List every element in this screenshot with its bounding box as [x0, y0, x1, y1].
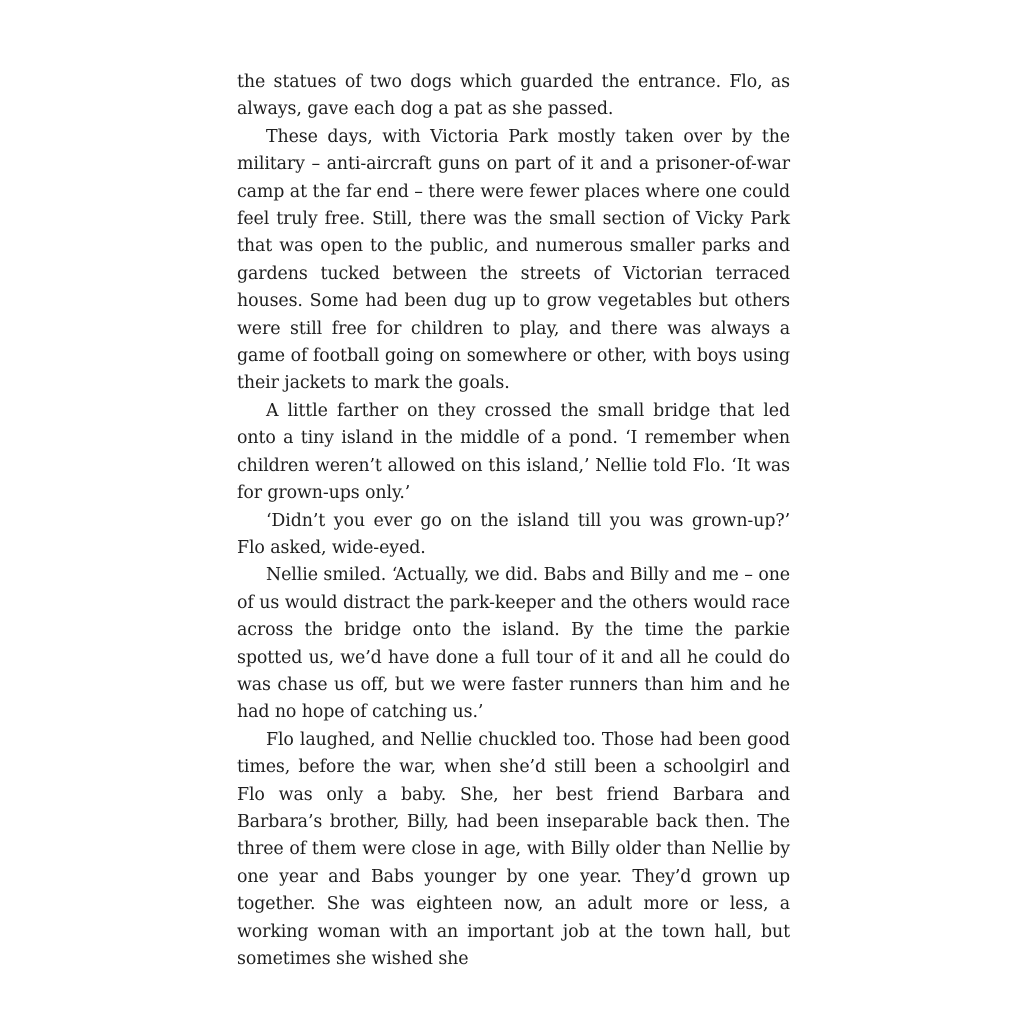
- paragraph-victoria-park: These days, with Victoria Park mostly taken over by the military – anti-aircraft guns on part of it and a prisoner-of-war camp at the far end – there were fewer places where one could feel truly free. Still, there was the small section of Vicky Park that was open to the public, and numerous smaller parks and gardens tucked between the streets of Victorian terraced houses. Some had been dug up to grow vegetables but others were still free for children to play, and there was always a game of football going on somewhere or other, with boys using their jackets to mark the goals.: [237, 126, 790, 394]
- paragraph-good-times: Flo laughed, and Nellie chuckled too. Those had been good times, before the war, when she’d still been a schoolgirl and Flo was only a baby. She, her best friend Barbara and Barbara’s brother, Billy, had been inseparable back then. The three of them were close in age, with Billy older than Nellie by one year and Babs younger by one year. They’d grown up together. She was eighteen now, an adult more or less, a working woman with an important job at the town hall, but sometimes she wished she: [237, 729, 790, 969]
- book-page: [237, 69, 790, 973]
- paragraph-bridge-island: A little farther on they crossed the small bridge that led onto a tiny island in the middle of a pond. ‘I remember when children weren’t allowed on this island,’ Nellie told Flo. ‘It was for grown-ups only.’: [237, 400, 790, 504]
- paragraph-nellie-memory: Nellie smiled. ‘Actually, we did. Babs and Billy and me – one of us would distract the park-keeper and the others would race across the bridge onto the island. By the time the parkie spotted us, we’d have done a full tour of it and all he could do was chase us off, but we were faster runners than him and he had no hope of catching us.’: [237, 565, 790, 723]
- paragraph-flo-question: ‘Didn’t you ever go on the island till you was grown-up?’ Flo asked, wide-eyed.: [237, 510, 790, 558]
- paragraph-continuation: the statues of two dogs which guarded the entrance. Flo, as always, gave each dog a pat as she passed.: [237, 72, 790, 120]
